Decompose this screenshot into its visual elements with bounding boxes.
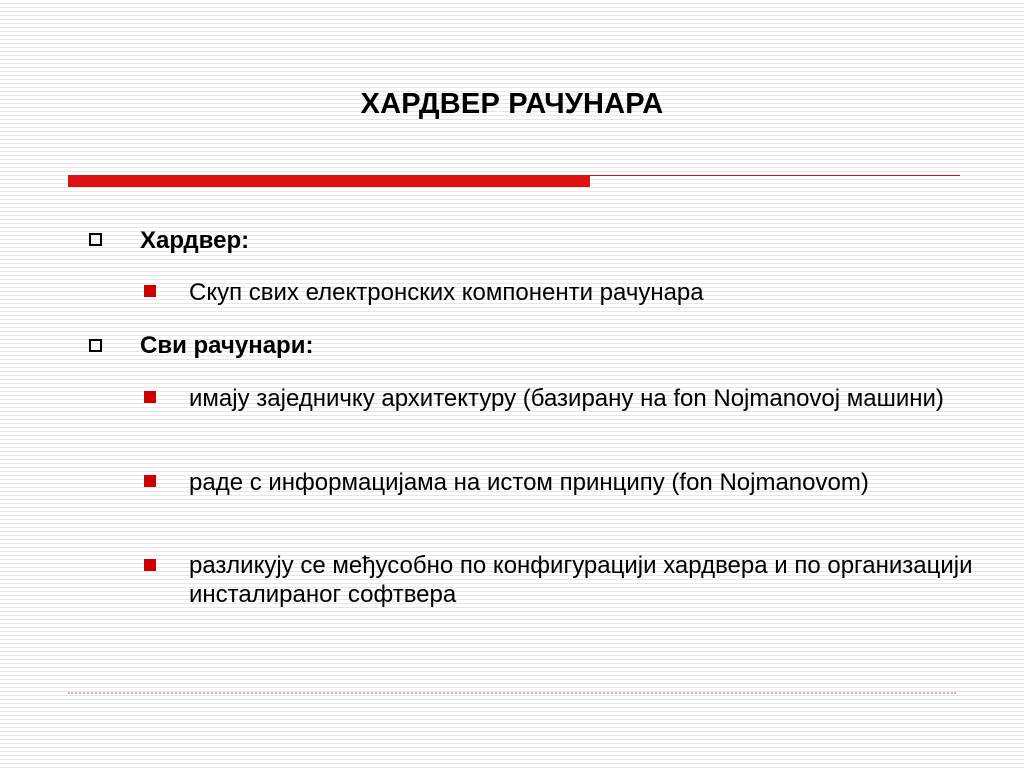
bullet-item-hardware [140, 226, 960, 255]
bullet-item-set-of-components [189, 278, 979, 307]
bullet-text: Скуп свих електронских компоненти рачунара [189, 279, 704, 306]
bullet-text: Хардвер: [140, 227, 250, 254]
red-square-icon [144, 475, 156, 487]
bullet-item-differ-configuration [189, 551, 979, 609]
square-outline-icon [89, 233, 102, 246]
bottom-rule [68, 692, 956, 694]
bullet-text: Сви рачунари: [140, 332, 314, 359]
bullet-item-common-architecture [189, 384, 979, 413]
square-outline-icon [89, 339, 102, 352]
red-square-icon [144, 391, 156, 403]
bullet-text: разликују се међусобно по конфигурацији хардвера и по организацији инсталираног софтвера [189, 552, 973, 608]
bullet-item-same-principle [189, 468, 979, 497]
red-square-icon [144, 559, 156, 571]
bullet-item-all-computers [140, 331, 960, 360]
bullet-text: раде с информацијама на истом принципу (fon Nojmanovom) [189, 469, 869, 496]
bullet-text: имају заједничку архитектуру (базирану на fon Nojmanovoj машини) [189, 385, 944, 412]
red-square-icon [144, 285, 156, 297]
slide-title: ХАРДВЕР РАЧУНАРА [360, 88, 664, 120]
